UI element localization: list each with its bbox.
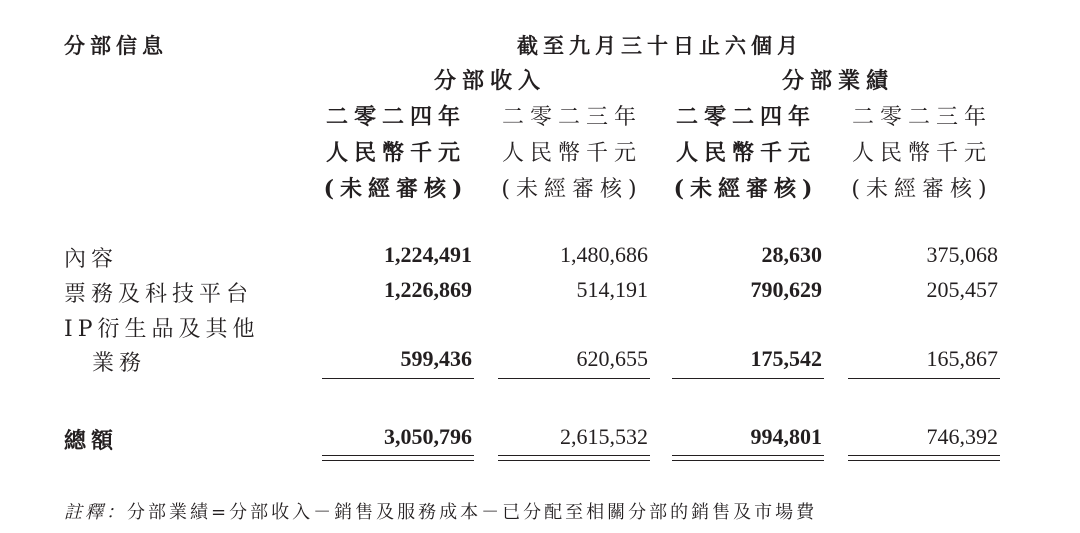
col2-year: 二零二三年 bbox=[501, 105, 642, 130]
total-double-rule bbox=[498, 455, 650, 456]
col2-currency: 人民幣千元 bbox=[501, 141, 642, 166]
table-cell: 28,630 bbox=[761, 242, 822, 267]
col3-audit: (未經審核) bbox=[673, 176, 819, 202]
row-label-ip: IP衍生品及其他 bbox=[64, 317, 260, 342]
total-double-rule bbox=[848, 455, 1000, 456]
table-cell: 790,629 bbox=[750, 277, 822, 302]
table-cell: 375,068 bbox=[926, 242, 998, 267]
col4-audit: (未經審核) bbox=[851, 177, 993, 202]
group-header-results: 分部業績 bbox=[781, 68, 894, 94]
subtotal-rule bbox=[498, 378, 650, 379]
col3-year: 二零二四年 bbox=[675, 104, 816, 130]
table-cell: 620,655 bbox=[576, 346, 648, 371]
total-cell: 994,801 bbox=[750, 424, 822, 449]
table-cell: 599,436 bbox=[400, 346, 472, 371]
col1-year: 二零二四年 bbox=[325, 104, 466, 130]
row-label-ip-cont: 業務 bbox=[92, 351, 147, 376]
footnote-prefix: 註釋： bbox=[64, 502, 127, 523]
period-header: 截至九月三十日止六個月 bbox=[517, 33, 803, 58]
total-cell: 3,050,796 bbox=[384, 424, 472, 449]
col2-audit: (未經審核) bbox=[501, 177, 643, 202]
table-cell: 165,867 bbox=[926, 346, 998, 371]
subtotal-rule bbox=[322, 378, 474, 379]
col4-currency: 人民幣千元 bbox=[851, 141, 992, 166]
total-double-rule bbox=[498, 460, 650, 461]
total-cell: 2,615,532 bbox=[560, 424, 648, 449]
total-double-rule bbox=[322, 455, 474, 456]
footnote-text: 分部業績=分部收入－銷售及服務成本－已分配至相關分部的銷售及市場費 bbox=[127, 502, 818, 523]
section-title: 分部信息 bbox=[64, 33, 168, 58]
row-label-total: 總額 bbox=[64, 428, 119, 454]
table-cell: 1,480,686 bbox=[560, 242, 648, 267]
total-double-rule bbox=[322, 460, 474, 461]
total-double-rule bbox=[672, 460, 824, 461]
subtotal-rule bbox=[672, 378, 824, 379]
group-header-revenue: 分部收入 bbox=[433, 68, 546, 94]
table-cell: 205,457 bbox=[926, 277, 998, 302]
total-double-rule bbox=[672, 455, 824, 456]
col1-currency: 人民幣千元 bbox=[325, 140, 466, 166]
total-cell: 746,392 bbox=[926, 424, 998, 449]
col4-year: 二零二三年 bbox=[851, 105, 992, 130]
footnote bbox=[64, 498, 817, 524]
table-cell: 1,224,491 bbox=[384, 242, 472, 267]
col1-audit: (未經審核) bbox=[323, 176, 469, 202]
row-label-ticketing: 票務及科技平台 bbox=[64, 282, 254, 307]
col3-currency: 人民幣千元 bbox=[675, 140, 816, 166]
subtotal-rule bbox=[848, 378, 1000, 379]
row-label-content: 內容 bbox=[64, 247, 119, 272]
table-cell: 1,226,869 bbox=[384, 277, 472, 302]
table-cell: 175,542 bbox=[750, 346, 822, 371]
total-double-rule bbox=[848, 460, 1000, 461]
table-cell: 514,191 bbox=[576, 277, 648, 302]
